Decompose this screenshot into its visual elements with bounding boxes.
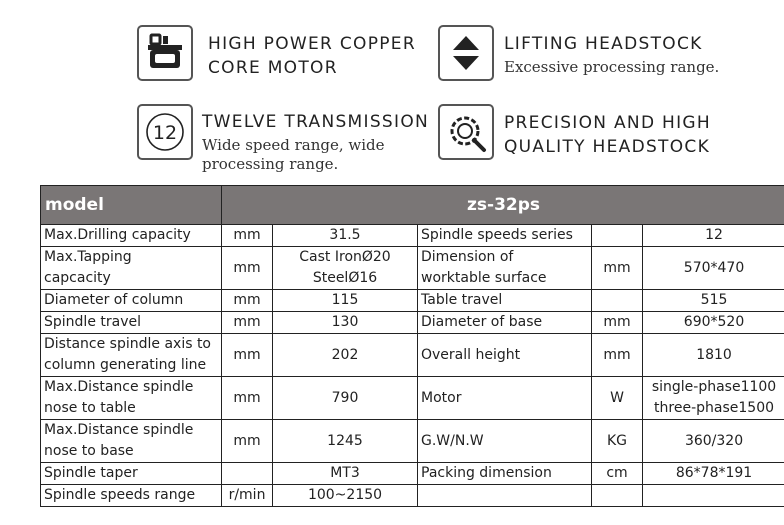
spec-label — [41, 420, 222, 463]
feature-title-line: HIGH POWER COPPER — [208, 34, 416, 54]
spec-label — [41, 247, 222, 290]
spec-value-line: 360/320 — [684, 432, 744, 449]
spec-unit — [222, 463, 273, 485]
spec-label-line: Diameter of base — [421, 314, 543, 330]
spec-label-line: Max.Drilling capacity — [44, 227, 191, 243]
spec-unit: cm — [592, 463, 643, 485]
twelve-speed-number: 12 — [152, 122, 178, 144]
spec-label-line: Table travel — [421, 292, 503, 308]
spec-unit: mm — [592, 334, 643, 377]
spec-label-line: nose to base — [44, 443, 134, 459]
spec-value — [273, 420, 418, 463]
spec-label-line: capcacity — [44, 270, 111, 286]
table-header-row — [41, 186, 784, 225]
spec-label-line: Max.Distance spindle — [44, 379, 194, 395]
spec-unit: mm — [222, 334, 273, 377]
spec-label — [41, 377, 222, 420]
spec-unit: mm — [222, 377, 273, 420]
spec-label — [418, 290, 592, 312]
feature-title-line: CORE MOTOR — [208, 58, 338, 78]
spec-value-line: 202 — [331, 346, 359, 363]
spec-value-line: 515 — [700, 292, 728, 308]
spec-value-line: 1245 — [327, 432, 363, 449]
spec-value-line: 1810 — [696, 346, 732, 363]
spec-label-line: Overall height — [421, 346, 521, 363]
spec-unit: KG — [592, 420, 643, 463]
spec-value — [643, 420, 784, 463]
spec-value — [273, 463, 418, 485]
feature-subtitle-line: Excessive processing range. — [504, 58, 720, 76]
spec-unit — [592, 485, 643, 507]
spec-label-line: Diameter of column — [44, 292, 184, 308]
spec-value-line: 130 — [331, 314, 359, 330]
spec-value — [273, 312, 418, 334]
spec-value-line: MT3 — [330, 465, 360, 481]
spec-value — [273, 247, 418, 290]
spec-value-line: 12 — [705, 227, 723, 243]
spec-label-line: Motor — [421, 389, 462, 406]
spec-unit — [592, 225, 643, 247]
spec-value-line: 31.5 — [329, 227, 361, 243]
spec-label — [418, 312, 592, 334]
feature-title-line: QUALITY HEADSTOCK — [504, 137, 711, 157]
spec-value-line: Cast IronØ20 — [299, 249, 391, 265]
spec-label-line: Spindle travel — [44, 314, 141, 330]
spec-value — [643, 463, 784, 485]
spec-value-line: single-phase1100 — [651, 379, 777, 395]
spec-label — [41, 312, 222, 334]
spec-value — [273, 225, 418, 247]
table-row — [41, 420, 784, 463]
spec-label — [418, 334, 592, 377]
table-row — [41, 225, 784, 247]
feature-subtitle-line: Wide speed range, wide — [202, 136, 385, 154]
spec-unit: mm — [222, 312, 273, 334]
spec-label-line: nose to table — [44, 400, 136, 416]
spec-value — [643, 290, 784, 312]
spec-label-line: G.W/N.W — [421, 432, 484, 449]
feature-title-line: LIFTING HEADSTOCK — [504, 34, 703, 54]
table-row — [41, 290, 784, 312]
spec-value-line: 86*78*191 — [675, 465, 753, 481]
spec-value — [643, 485, 784, 507]
spec-label — [41, 225, 222, 247]
spec-unit — [592, 290, 643, 312]
spec-label-line: Spindle speeds series — [421, 227, 573, 243]
up-down-arrows-icon — [438, 25, 494, 81]
spec-label — [41, 334, 222, 377]
model-value: zs-32ps — [222, 186, 784, 225]
spec-label-line: worktable surface — [421, 270, 547, 286]
spec-label-line: Max.Tapping — [44, 249, 132, 265]
spec-label — [418, 485, 592, 507]
spec-unit: mm — [222, 247, 273, 290]
spec-value — [643, 247, 784, 290]
table-row — [41, 334, 784, 377]
feature-title-line: TWELVE TRANSMISSION — [202, 112, 430, 132]
gear-magnifier-icon — [438, 104, 494, 160]
spec-value — [643, 377, 784, 420]
spec-label-line: column generating line — [44, 357, 207, 373]
spec-value — [643, 334, 784, 377]
table-row — [41, 247, 784, 290]
spec-label-line: Distance spindle axis to — [44, 336, 212, 352]
spec-label — [41, 485, 222, 507]
spec-unit: mm — [222, 225, 273, 247]
spec-label — [418, 377, 592, 420]
spec-label — [41, 290, 222, 312]
spec-unit: mm — [592, 312, 643, 334]
spec-unit: mm — [222, 420, 273, 463]
spec-value — [273, 334, 418, 377]
spec-unit: r/min — [222, 485, 273, 507]
spec-value-line: three-phase1500 — [654, 400, 775, 416]
table-row — [41, 485, 784, 507]
table-row — [41, 312, 784, 334]
table-row — [41, 463, 784, 485]
spec-label — [418, 247, 592, 290]
model-label: model — [41, 186, 222, 225]
feature-subtitle-line: processing range. — [202, 155, 339, 173]
spec-label — [418, 420, 592, 463]
spec-value — [273, 290, 418, 312]
spec-value-line: 690*520 — [683, 314, 745, 330]
spec-label-line: Packing dimension — [421, 465, 552, 481]
spec-label-line: Max.Distance spindle — [44, 422, 194, 438]
spec-label — [418, 225, 592, 247]
spec-label — [41, 463, 222, 485]
spec-label — [418, 463, 592, 485]
spec-unit: W — [592, 377, 643, 420]
spec-value — [643, 312, 784, 334]
spec-label-line: Spindle speeds range — [44, 487, 196, 503]
spec-value — [273, 377, 418, 420]
spec-unit: mm — [592, 247, 643, 290]
feature-title-line: PRECISION AND HIGH — [504, 113, 711, 133]
spec-value-line: 570*470 — [683, 259, 745, 276]
spec-value — [273, 485, 418, 507]
table-row — [41, 377, 784, 420]
motor-icon — [137, 25, 193, 81]
spec-unit: mm — [222, 290, 273, 312]
spec-table — [40, 185, 784, 507]
twelve-speed-icon — [137, 104, 193, 160]
spec-value-line: 115 — [331, 292, 359, 308]
spec-label-line: Spindle taper — [44, 465, 138, 481]
spec-value-line: SteelØ16 — [312, 270, 378, 286]
spec-value-line: 100~2150 — [307, 487, 383, 503]
spec-label-line: Dimension of — [421, 249, 514, 265]
spec-value-line: 790 — [331, 389, 359, 406]
spec-value — [643, 225, 784, 247]
